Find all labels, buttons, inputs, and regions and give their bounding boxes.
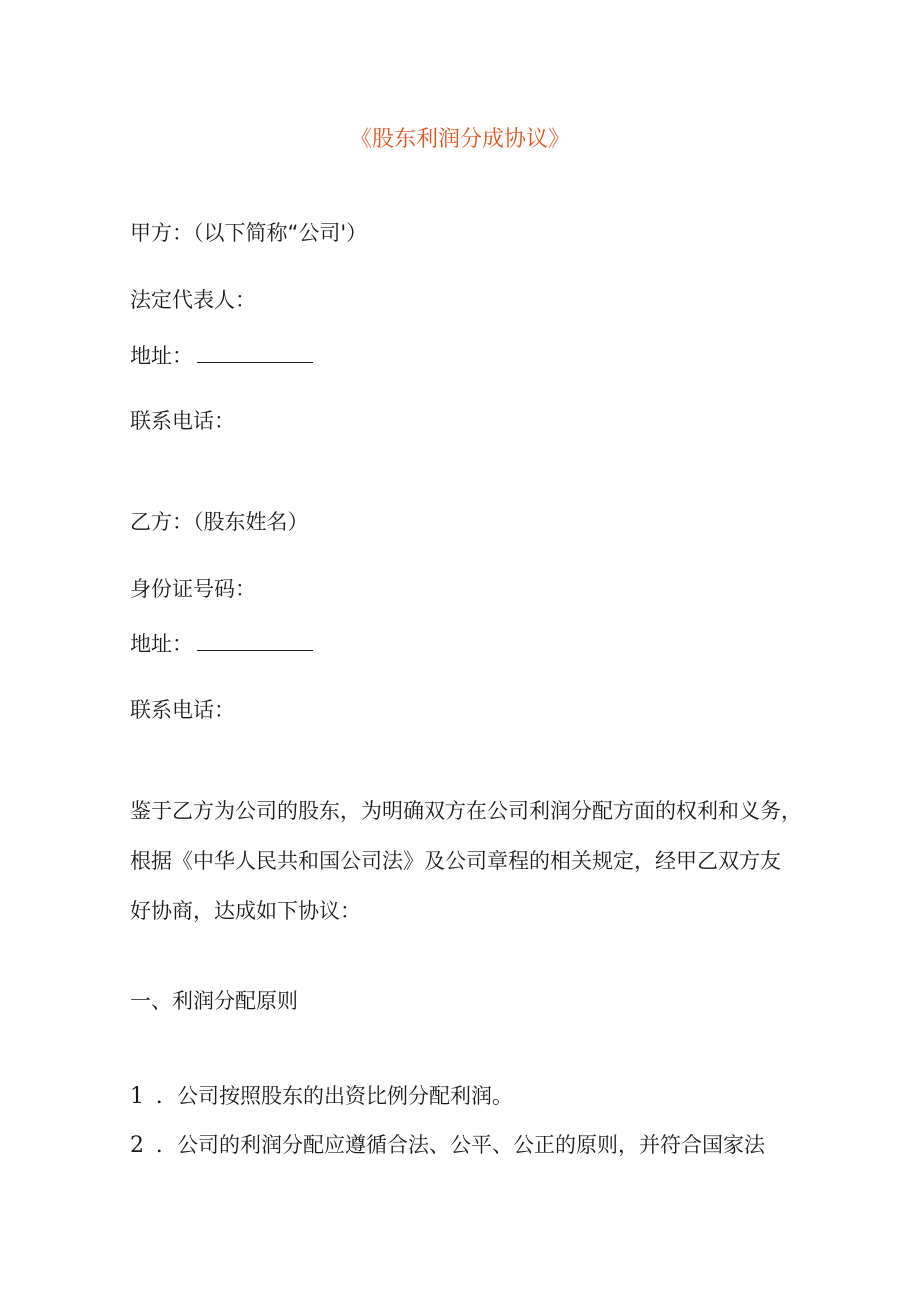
- party-a-address-label: 地址：: [130, 344, 193, 368]
- section-heading: 一、利润分配原则: [130, 989, 298, 1013]
- preamble-line-2: 根据《中华人民共和国公司法》及公司章程的相关规定，经甲乙双方友: [130, 849, 781, 873]
- party-a-label: 甲方：（以下简称“公司'）: [130, 221, 368, 245]
- party-b-address-blank: [197, 628, 313, 651]
- list-item: [130, 1130, 765, 1161]
- party-b-address-label: 地址：: [130, 632, 193, 656]
- party-a-address-row: [130, 340, 313, 371]
- party-a-address-blank: [197, 340, 313, 363]
- party-b-id-number: 身份证号码：: [130, 577, 256, 601]
- party-b-label: 乙方：（股东姓名）: [130, 510, 309, 534]
- list-item-text: ．公司按照股东的出资比例分配利润。: [156, 1084, 513, 1108]
- party-b-phone: 联系电话：: [130, 698, 235, 722]
- list-item-number: 1: [130, 1084, 144, 1109]
- party-a-phone: 联系电话：: [130, 409, 235, 433]
- document-title: 《股东利润分成协议》: [349, 127, 570, 152]
- preamble-line-3: 好协商，达成如下协议：: [130, 899, 361, 923]
- list-item-number: 2: [130, 1133, 144, 1158]
- list-item: [130, 1081, 513, 1112]
- party-a-representative: 法定代表人：: [130, 288, 256, 312]
- party-b-address-row: [130, 628, 313, 659]
- preamble-line-1: 鉴于乙方为公司的股东，为明确双方在公司利润分配方面的权利和义务，: [130, 799, 802, 823]
- list-item-text: ．公司的利润分配应遵循合法、公平、公正的原则，并符合国家法: [156, 1133, 765, 1157]
